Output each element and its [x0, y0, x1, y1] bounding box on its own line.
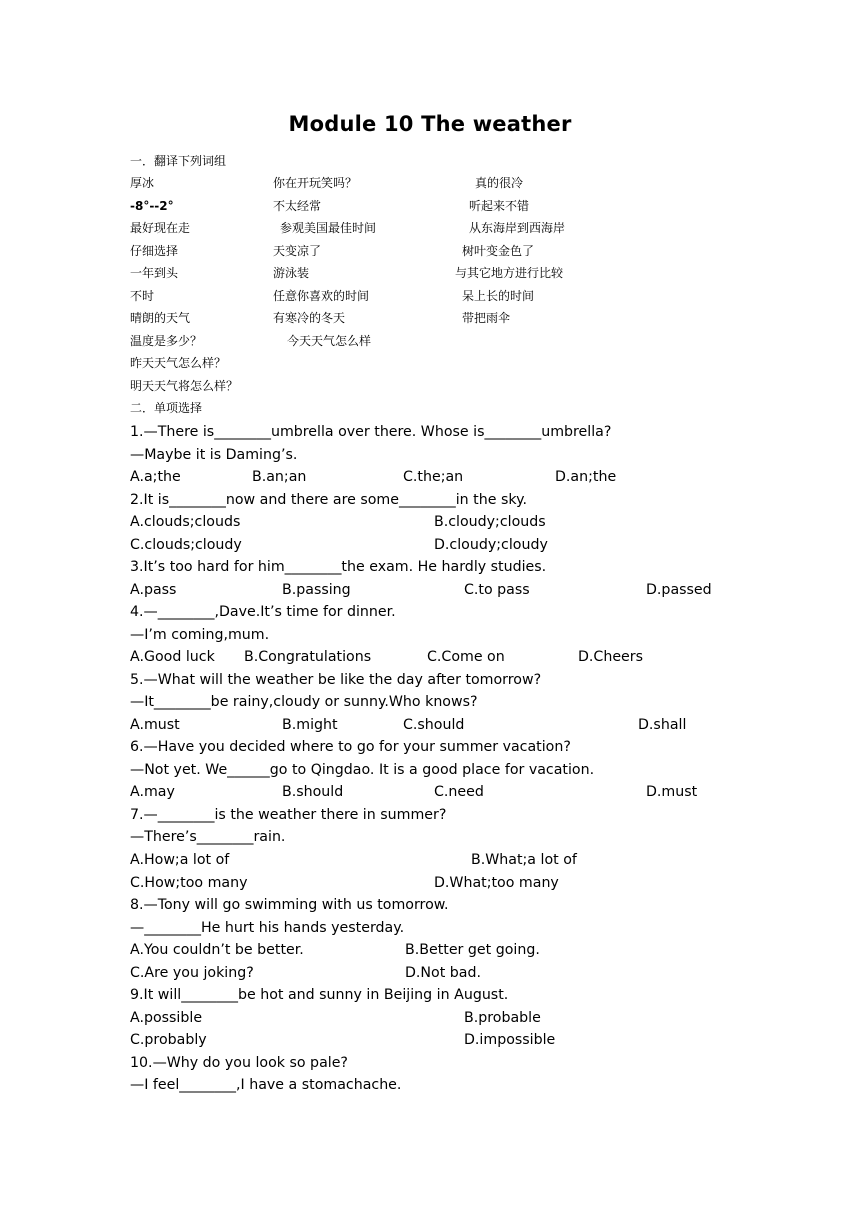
answer-option: A.How;a lot of: [130, 852, 230, 868]
answer-option: D.cloudy;cloudy: [434, 537, 548, 553]
answer-option: B.probable: [464, 1010, 541, 1026]
phrase: 参观美国最佳时间: [280, 221, 377, 235]
answer-option: B.What;a lot of: [471, 852, 577, 868]
question-text: —________He hurt his hands yesterday.: [130, 920, 405, 936]
question-text: —Maybe it is Daming’s.: [130, 447, 298, 463]
question-text: 8.—Tony will go swimming with us tomorrow.: [130, 897, 449, 913]
section1-heading: 一．翻译下列词组: [130, 154, 227, 168]
answer-option: C.the;an: [403, 469, 464, 485]
answer-option: A.You couldn’t be better.: [130, 942, 304, 958]
phrase: 树叶变金色了: [462, 244, 535, 258]
phrase: 仔细选择: [130, 244, 179, 258]
phrase: 你在开玩笑吗？: [273, 176, 358, 190]
answer-option: B.Congratulations: [244, 649, 372, 665]
answer-option: C.to pass: [464, 582, 530, 598]
answer-option: D.passed: [646, 582, 712, 598]
answer-option: C.Come on: [427, 649, 505, 665]
answer-option: B.an;an: [252, 469, 307, 485]
answer-option: D.Not bad.: [405, 965, 482, 981]
phrase: 温度是多少？: [130, 334, 203, 348]
phrase: 带把雨伞: [462, 311, 511, 325]
phrase: 呆上长的时间: [462, 289, 535, 303]
question-text: 10.—Why do you look so pale?: [130, 1055, 348, 1071]
answer-option: D.What;too many: [434, 875, 559, 891]
answer-option: A.possible: [130, 1010, 203, 1026]
answer-option: A.clouds;clouds: [130, 514, 241, 530]
answer-option: B.might: [282, 717, 338, 733]
answer-option: A.a;the: [130, 469, 181, 485]
answer-option: B.should: [282, 784, 344, 800]
phrase: -8°--2°: [130, 199, 174, 213]
phrase: 任意你喜欢的时间: [273, 289, 370, 303]
answer-option: D.an;the: [555, 469, 617, 485]
phrase: 从东海岸到西海岸: [469, 221, 566, 235]
question-text: —It________be rainy,cloudy or sunny.Who knows?: [130, 694, 478, 710]
question-text: —I feel________,I have a stomachache.: [130, 1077, 402, 1093]
question-text: 7.—________is the weather there in summer?: [130, 807, 447, 823]
question-text: 3.It’s too hard for him________the exam. He hardly studies.: [130, 559, 547, 575]
phrase: 一年到头: [130, 266, 179, 280]
answer-option: A.pass: [130, 582, 177, 598]
answer-option: A.Good luck: [130, 649, 215, 665]
phrase: 真的很冷: [475, 176, 524, 190]
answer-option: C.should: [403, 717, 465, 733]
phrase: 不时: [130, 289, 155, 303]
question-text: —Not yet. We______go to Qingdao. It is a good place for vacation.: [130, 762, 595, 778]
answer-option: A.must: [130, 717, 180, 733]
phrase: 有寒冷的冬天: [273, 311, 346, 325]
phrase: 不太经常: [273, 199, 322, 213]
answer-option: D.must: [646, 784, 698, 800]
phrase: 与其它地方进行比较: [455, 266, 564, 280]
answer-option: D.Cheers: [578, 649, 644, 665]
answer-option: C.How;too many: [130, 875, 248, 891]
answer-option: B.cloudy;clouds: [434, 514, 546, 530]
phrase: 晴朗的天气: [130, 311, 191, 325]
answer-option: C.Are you joking?: [130, 965, 254, 981]
section2-heading: 二．单项选择: [130, 401, 203, 415]
phrase: 最好现在走: [130, 221, 191, 235]
question-text: 9.It will________be hot and sunny in Beijing in August.: [130, 987, 509, 1003]
phrase: 厚冰: [130, 176, 155, 190]
answer-option: C.clouds;cloudy: [130, 537, 242, 553]
phrase: 明天天气将怎么样？: [130, 379, 239, 393]
question-text: 1.—There is________umbrella over there. Whose is________umbrella?: [130, 424, 612, 440]
question-text: 2.It is________now and there are some________in the sky.: [130, 492, 527, 508]
answer-option: D.shall: [638, 717, 687, 733]
question-text: 4.—________,Dave.It’s time for dinner.: [130, 604, 396, 620]
page-title: Module 10 The weather: [288, 112, 572, 136]
phrase: 听起来不错: [469, 199, 530, 213]
answer-option: B.passing: [282, 582, 351, 598]
answer-option: C.need: [434, 784, 484, 800]
phrase: 昨天天气怎么样？: [130, 356, 227, 370]
question-text: —There’s________rain.: [130, 829, 286, 845]
question-text: 5.—What will the weather be like the day after tomorrow?: [130, 672, 542, 688]
phrase: 天变凉了: [273, 244, 322, 258]
phrase: 游泳装: [273, 266, 310, 280]
question-text: —I’m coming,mum.: [130, 627, 270, 643]
question-text: 6.—Have you decided where to go for your summer vacation?: [130, 739, 571, 755]
answer-option: A.may: [130, 784, 175, 800]
answer-option: B.Better get going.: [405, 942, 540, 958]
answer-option: D.impossible: [464, 1032, 556, 1048]
phrase: 今天天气怎么样: [287, 334, 372, 348]
answer-option: C.probably: [130, 1032, 207, 1048]
